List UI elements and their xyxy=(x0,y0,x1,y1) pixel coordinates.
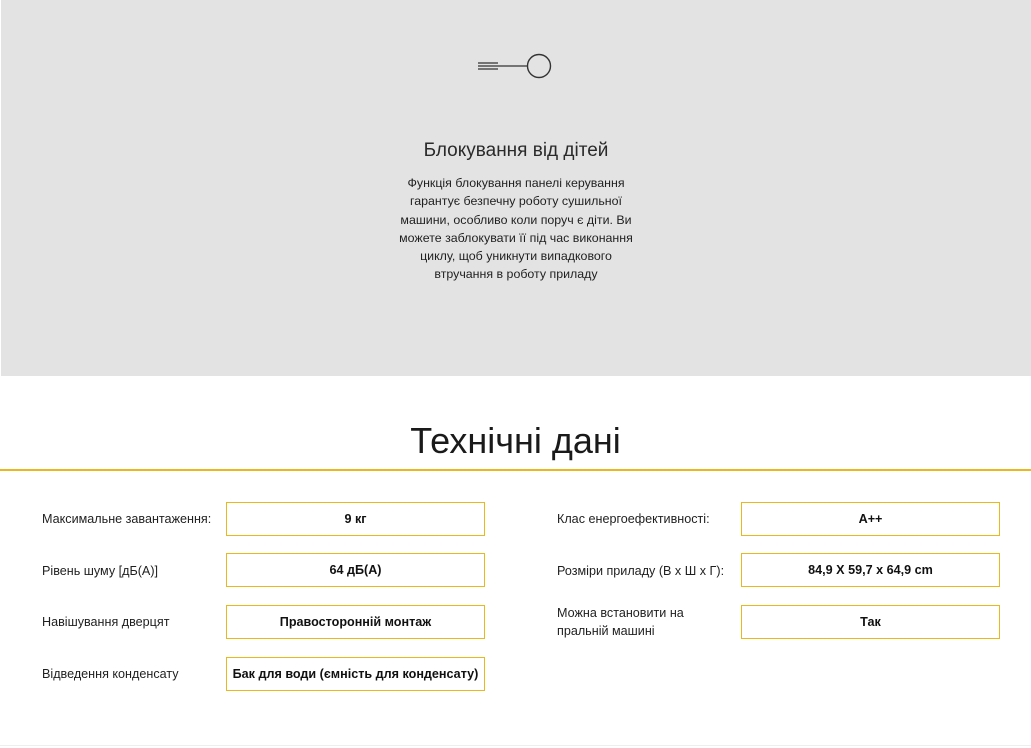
spec-label-energy-class: Клас енергоефективності: xyxy=(557,512,710,526)
spec-label-door-hinge: Навішування дверцят xyxy=(42,615,170,629)
spec-value-condensate-drain: Бак для води (ємність для конденсату) xyxy=(226,657,485,691)
spec-value-stackable: Так xyxy=(741,605,1000,639)
spec-value-energy-class: A++ xyxy=(741,502,1000,536)
spec-label-condensate-drain: Відведення конденсату xyxy=(42,667,179,681)
tech-specs-divider xyxy=(0,469,1031,471)
child-lock-icon xyxy=(477,52,553,80)
tech-specs-title: Технічні дані xyxy=(410,420,621,461)
spec-label-dimensions: Розміри приладу (В x Ш x Г): xyxy=(557,564,725,578)
bottom-divider xyxy=(0,745,1031,746)
spec-label-noise-level: Рівень шуму [дБ(А)] xyxy=(42,564,159,578)
feature-description: Функція блокування панелі керування гарантує безпечну роботу сушильної машини, особливо коли поруч є діти. Ви можете заблокувати її під час виконання циклу, щоб уникнути випадкового втручання в роботу приладу xyxy=(399,176,633,282)
feature-section xyxy=(1,0,1031,376)
spec-label-stackable: Можна встановити на пральній машині xyxy=(557,606,684,638)
spec-value-noise-level: 64 дБ(А) xyxy=(226,553,485,587)
spec-label-max-load: Максимальне завантаження: xyxy=(42,512,212,526)
feature-title: Блокування від дітей xyxy=(423,140,609,161)
spec-value-dimensions: 84,9 X 59,7 x 64,9 cm xyxy=(741,553,1000,587)
spec-value-max-load: 9 кг xyxy=(226,502,485,536)
spec-value-door-hinge: Правосторонній монтаж xyxy=(226,605,485,639)
